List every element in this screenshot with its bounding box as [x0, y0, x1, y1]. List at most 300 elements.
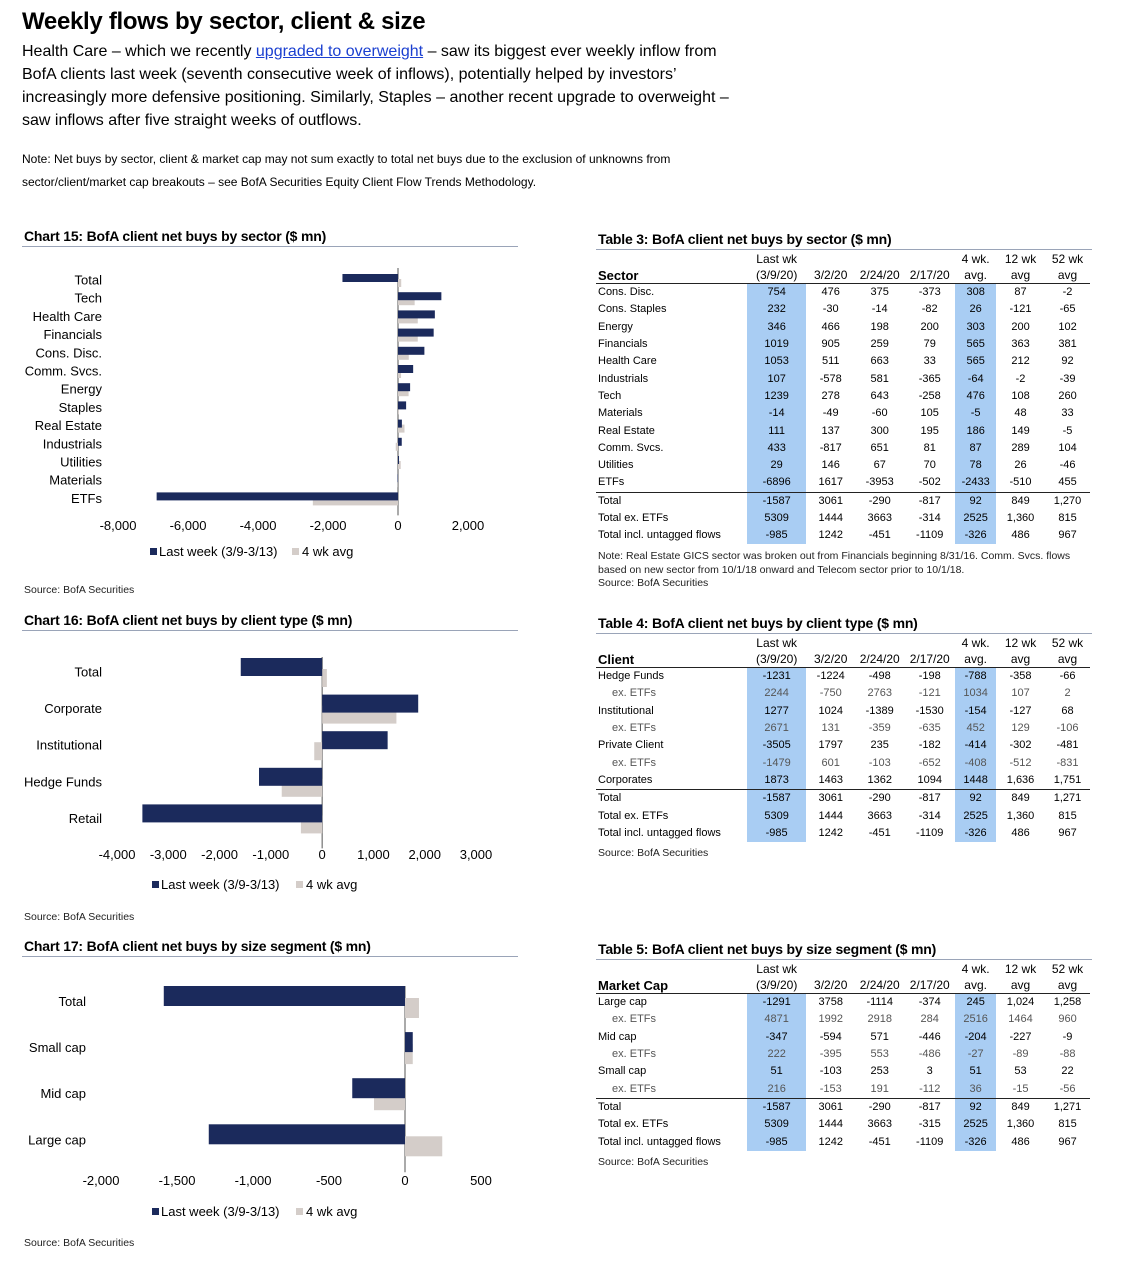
table-cell: 260: [1058, 389, 1077, 402]
table-cell: 51: [955, 1063, 996, 1080]
table-cell: -486: [918, 1048, 941, 1061]
table-cell: -2: [1015, 372, 1026, 385]
table-cell: -451: [868, 1135, 891, 1148]
table-cell: -106: [1056, 722, 1079, 735]
table-cell: -227: [1009, 1030, 1032, 1043]
table-cell: -498: [868, 670, 891, 683]
table5-title: Table 5: BofA client net buys by size segment ($ mn): [598, 941, 937, 957]
tick-label: -2,000: [201, 847, 239, 862]
table-row: [596, 668, 1090, 686]
row-label: Real Estate: [598, 424, 655, 437]
table-row: [596, 994, 1090, 1012]
table-cell: 36: [955, 1080, 996, 1098]
table-cell: 476: [821, 286, 840, 299]
table-cell: 2/24/20: [855, 651, 904, 668]
table-cell: 455: [1058, 476, 1077, 489]
table-cell: -451: [868, 826, 891, 839]
table-cell: -594: [819, 1030, 842, 1043]
table-cell: -46: [1059, 459, 1076, 472]
column-header: [904, 635, 955, 651]
table-cell: 1,751: [1053, 773, 1082, 786]
row-label: Tech: [598, 389, 622, 402]
table-cell: 253: [870, 1065, 889, 1078]
tick-label: 0: [318, 847, 326, 862]
table-cell: 1444: [818, 512, 843, 524]
row-label: Market Cap: [596, 977, 747, 994]
row-label: ex. ETFs: [612, 1082, 657, 1095]
row-label: Small cap: [598, 1065, 647, 1078]
table-row: [596, 440, 1090, 457]
table-cell: 486: [1011, 826, 1030, 839]
table-cell: -64: [955, 370, 996, 387]
table-cell: -374: [918, 996, 941, 1009]
table4-source: Source: BofA Securities: [598, 847, 709, 859]
table-cell: 849: [996, 790, 1045, 808]
table-cell: avg: [1045, 267, 1090, 284]
row-label: Mid cap: [598, 1030, 637, 1043]
table-cell: 1277: [747, 703, 806, 720]
table-cell: 289: [1011, 441, 1030, 454]
table-total-row: [596, 790, 1090, 808]
table-cell: -314: [918, 512, 941, 524]
table-cell: 22: [1061, 1065, 1074, 1078]
table-cell: -14: [871, 303, 888, 316]
column-header: 4 wk.: [961, 252, 990, 266]
legend-label-4wk-avg: 4 wk avg: [306, 1204, 358, 1219]
bar-last-week: [405, 1032, 413, 1052]
table4: [596, 635, 1090, 842]
table-cell: 108: [1011, 389, 1030, 402]
table-cell: 198: [870, 320, 889, 333]
table-cell: -204: [955, 1029, 996, 1046]
table-cell: 1,360: [1006, 809, 1035, 822]
table-cell: 815: [1058, 512, 1077, 524]
table-cell: 2763: [867, 687, 892, 700]
table-cell: 581: [870, 372, 889, 385]
category-label: Total: [74, 272, 102, 288]
table-cell: 849: [996, 1098, 1045, 1116]
table-cell: 26: [955, 301, 996, 318]
table-cell: avg: [1045, 651, 1090, 668]
table-cell: -414: [955, 737, 996, 754]
table-cell: 571: [870, 1030, 889, 1043]
table-cell: 222: [747, 1046, 806, 1063]
table-cell: 905: [821, 338, 840, 351]
column-header: [806, 251, 855, 267]
tick-label: -6,000: [169, 518, 207, 533]
table-cell: 191: [870, 1082, 889, 1095]
tick-label: -4,000: [98, 847, 136, 862]
table-cell: 1,360: [1006, 512, 1035, 524]
table-row: [596, 1029, 1090, 1046]
table-cell: 107: [747, 370, 806, 387]
table-cell: 1463: [818, 773, 843, 786]
table-cell: -1530: [915, 704, 944, 717]
table-row: [596, 1063, 1090, 1080]
table-row: [596, 370, 1090, 387]
table-cell: -302: [1009, 739, 1032, 752]
table-cell: -27: [955, 1046, 996, 1063]
table-cell: -14: [747, 405, 806, 422]
table-cell: 1444: [818, 1118, 843, 1131]
table-cell: 278: [821, 389, 840, 402]
table-cell: -326: [955, 825, 996, 842]
table-cell: -103: [868, 756, 891, 769]
table-cell: 259: [870, 338, 889, 351]
table-cell: 754: [747, 284, 806, 302]
tick-label: 1,000: [357, 847, 390, 862]
table-cell: 245: [955, 994, 996, 1012]
table-cell: -2433: [955, 474, 996, 492]
bar-4wk-avg: [405, 1136, 442, 1156]
table-cell: 111: [747, 422, 806, 439]
table-cell: -198: [918, 670, 941, 683]
table-cell: -326: [955, 527, 996, 544]
category-label: Comm. Svcs.: [24, 363, 102, 379]
table-total-row: [596, 527, 1090, 544]
table-cell: 452: [955, 720, 996, 737]
table-cell: -652: [918, 756, 941, 769]
bar-last-week: [209, 1124, 405, 1144]
table-cell: 33: [1061, 407, 1074, 420]
table-cell: -635: [918, 722, 941, 735]
table-cell: -1389: [865, 704, 894, 717]
table-cell: -1587: [747, 790, 806, 808]
table-cell: -88: [1059, 1048, 1076, 1061]
table5-source: Source: BofA Securities: [598, 1156, 709, 1168]
table-cell: -49: [822, 407, 839, 420]
table-cell: -6896: [747, 474, 806, 492]
chart17-title: Chart 17: BofA client net buys by size segment ($ mn): [24, 938, 371, 954]
table-cell: 2/24/20: [855, 267, 904, 284]
table4-rule: [596, 633, 1092, 634]
table-cell: -66: [1059, 670, 1076, 683]
table-cell: 1448: [955, 772, 996, 790]
category-label: Total: [58, 994, 86, 1009]
table5: [596, 961, 1090, 1151]
chart15-title: Chart 15: BofA client net buys by sector ($ mn): [24, 228, 327, 244]
table-cell: 284: [920, 1013, 939, 1026]
row-label: Total: [596, 492, 747, 510]
table-cell: -65: [1059, 303, 1076, 316]
legend-label-last-week: Last week (3/9-3/13): [159, 544, 278, 559]
table-cell: (3/9/20): [747, 267, 806, 284]
table-cell: 433: [747, 440, 806, 457]
table-cell: -817: [904, 790, 955, 808]
table-cell: 2525: [955, 1116, 996, 1133]
table-cell: -3505: [747, 737, 806, 754]
table-cell: 146: [821, 459, 840, 472]
category-label: Industrials: [42, 436, 102, 452]
table-row: [596, 1011, 1090, 1028]
table-cell: -82: [921, 303, 938, 316]
column-header: [855, 251, 904, 267]
row-label: Total ex. ETFs: [598, 809, 669, 822]
row-label: Cons. Staples: [598, 303, 667, 316]
table-cell: 92: [955, 1098, 996, 1116]
intro-text-before: Health Care – which we recently: [22, 43, 256, 60]
chart16-source: Source: BofA Securities: [24, 911, 135, 923]
table-cell: -182: [918, 739, 941, 752]
table-cell: 92: [1061, 355, 1074, 368]
table-cell: 1094: [917, 773, 942, 786]
table-cell: 92: [955, 790, 996, 808]
table-cell: -326: [955, 1133, 996, 1150]
table-cell: avg.: [955, 267, 996, 284]
table-cell: 2/24/20: [855, 977, 904, 994]
tick-label: 500: [470, 1173, 492, 1188]
row-label: Industrials: [598, 372, 649, 385]
table-cell: 53: [1014, 1065, 1027, 1078]
table-cell: -2: [1062, 286, 1073, 299]
intro-text-after: – saw its biggest ever weekly inflow from BofA clients last week (seventh consecutive week of inflows), potentially helped by investors’ increasingly more defensive positioning. Similarly, Staples – another recent upgrade to overweight – saw inflows after five straight weeks of outflows.: [22, 43, 729, 129]
upgraded-link[interactable]: upgraded to overweight: [255, 43, 424, 60]
table-cell: 1,360: [1006, 1118, 1035, 1131]
table-cell: -258: [918, 389, 941, 402]
chart17-source: Source: BofA Securities: [24, 1237, 135, 1249]
table-cell: -510: [1009, 476, 1032, 489]
table-cell: 1464: [1008, 1013, 1033, 1026]
table-row: [596, 685, 1090, 702]
table-cell: -817: [904, 492, 955, 510]
category-label: Health Care: [32, 308, 102, 324]
table-row: [596, 301, 1090, 318]
legend-swatch-last-week: [152, 1208, 159, 1215]
table-cell: -121: [918, 687, 941, 700]
table-cell: 303: [955, 319, 996, 336]
table-total-row: [596, 1116, 1090, 1133]
table-header-top: [596, 961, 1090, 977]
table-cell: 129: [1011, 722, 1030, 735]
table-cell: 2/17/20: [904, 977, 955, 994]
table-cell: 1034: [955, 685, 996, 702]
table-cell: -1231: [747, 668, 806, 686]
table-cell: -112: [919, 1082, 941, 1095]
row-label: Total: [596, 790, 747, 808]
table-cell: -985: [747, 825, 806, 842]
table-cell: 2/17/20: [904, 651, 955, 668]
tick-label: -500: [315, 1173, 343, 1188]
table-cell: 29: [747, 457, 806, 474]
table-cell: 967: [1058, 826, 1077, 839]
column-header: [855, 961, 904, 977]
column-header: [904, 251, 955, 267]
table-total-row: [596, 1098, 1090, 1116]
table-row: [596, 353, 1090, 370]
category-label: Utilities: [60, 454, 102, 470]
table3: [596, 251, 1090, 544]
table-row: [596, 754, 1090, 771]
category-label: Cons. Disc.: [35, 345, 102, 361]
column-header: 12 wk: [1004, 636, 1037, 650]
table-cell: -1109: [916, 1135, 944, 1148]
table-cell: -481: [1056, 739, 1079, 752]
table-cell: 2/17/20: [904, 267, 955, 284]
table-cell: -1479: [747, 754, 806, 771]
table-row: [596, 474, 1090, 492]
table-cell: 4871: [747, 1011, 806, 1028]
table3-rule: [596, 249, 1092, 250]
table-cell: 1617: [818, 476, 843, 489]
table-row: [596, 737, 1090, 754]
tick-label: 2,000: [451, 518, 485, 533]
table-cell: 486: [1011, 1135, 1030, 1148]
table-cell: -1587: [747, 492, 806, 510]
table-cell: -5: [955, 405, 996, 422]
column-header: [806, 961, 855, 977]
table-total-row: [596, 1133, 1090, 1150]
table-cell: 92: [955, 492, 996, 510]
table-cell: -56: [1059, 1082, 1076, 1095]
tick-label: -1,500: [158, 1173, 196, 1188]
table-cell: 78: [955, 457, 996, 474]
chart16-title: Chart 16: BofA client net buys by client type ($ mn): [24, 612, 353, 628]
table-cell: 102: [1058, 320, 1077, 333]
table-row: [596, 1080, 1090, 1098]
table-cell: 3663: [867, 512, 892, 524]
table-cell: -985: [747, 1133, 806, 1150]
table-cell: 70: [923, 459, 936, 472]
table-cell: 1,271: [1045, 790, 1090, 808]
table-cell: -451: [868, 529, 891, 542]
column-header: 52 wk: [1051, 962, 1084, 976]
table-cell: 643: [870, 389, 889, 402]
row-label: Total ex. ETFs: [598, 512, 669, 524]
chart15-source: Source: BofA Securities: [24, 584, 135, 596]
table-cell: 104: [1058, 441, 1077, 454]
table-cell: -831: [1056, 756, 1079, 769]
table-cell: -1114: [866, 996, 893, 1009]
table-header: [596, 977, 1090, 994]
category-label: Retail: [68, 810, 102, 826]
table-row: [596, 1046, 1090, 1063]
table-cell: 3/2/20: [806, 651, 855, 668]
table-cell: 1019: [747, 336, 806, 353]
legend-label-4wk-avg: 4 wk avg: [306, 877, 358, 892]
methodology-note: Note: Net buys by sector, client & market cap may not sum exactly to total net buys due to the exclusion of unknowns from sector/client/market cap breakouts – see BofA Securities Equity Client Flow Trends Methodology.: [22, 152, 671, 189]
table-cell: 511: [821, 355, 840, 368]
table5-rule: [596, 959, 1092, 960]
table-cell: 1,271: [1045, 1098, 1090, 1116]
category-label: Institutional: [36, 737, 102, 753]
table-cell: 5309: [747, 510, 806, 527]
table-cell: 363: [1011, 338, 1030, 351]
category-label: Materials: [49, 472, 102, 488]
bar-last-week: [164, 986, 405, 1006]
table-cell: 1024: [818, 704, 843, 717]
column-header: Last wk: [756, 962, 797, 976]
row-label: Total ex. ETFs: [598, 1118, 669, 1131]
row-label: Comm. Svcs.: [598, 441, 664, 454]
table-cell: 3/2/20: [806, 267, 855, 284]
table-cell: 565: [955, 336, 996, 353]
table-cell: 565: [955, 353, 996, 370]
tick-label: 2,000: [408, 847, 441, 862]
table-cell: 967: [1058, 529, 1077, 542]
table-row: [596, 405, 1090, 422]
tick-label: 0: [401, 1173, 409, 1188]
row-label: ex. ETFs: [612, 1013, 657, 1026]
table-cell: 87: [1014, 286, 1027, 299]
table-cell: 195: [920, 424, 939, 437]
table-cell: 960: [1058, 1013, 1077, 1026]
table-cell: -314: [918, 809, 941, 822]
table-cell: -9: [1062, 1030, 1073, 1043]
row-label: Hedge Funds: [598, 670, 665, 683]
table-cell: 1,270: [1045, 492, 1090, 510]
row-label: Cons. Disc.: [598, 286, 655, 299]
table-cell: 1444: [818, 809, 843, 822]
column-header: Last wk: [756, 252, 797, 266]
table-cell: 212: [1011, 355, 1030, 368]
table-cell: -1224: [816, 670, 845, 683]
table-cell: avg: [996, 977, 1045, 994]
row-label: Energy: [598, 320, 633, 333]
table-cell: 131: [821, 722, 840, 735]
table-cell: -1587: [747, 1098, 806, 1116]
table-cell: 235: [870, 739, 889, 752]
table-cell: 466: [821, 320, 840, 333]
table-cell: -359: [868, 722, 891, 735]
table-row: [596, 422, 1090, 439]
tick-label: -2,000: [82, 1173, 120, 1188]
table-cell: 1992: [818, 1013, 843, 1026]
table-header: [596, 267, 1090, 284]
table-cell: 1,258: [1053, 996, 1082, 1009]
row-label: ex. ETFs: [612, 722, 657, 735]
table-cell: 216: [747, 1080, 806, 1098]
table-cell: 81: [923, 441, 936, 454]
table-cell: -1109: [916, 826, 944, 839]
table-cell: 1242: [818, 1135, 843, 1148]
table-cell: (3/9/20): [747, 977, 806, 994]
table-cell: -3953: [865, 476, 894, 489]
row-label: ex. ETFs: [612, 756, 657, 769]
category-label: Energy: [60, 381, 102, 397]
table-cell: 3: [926, 1065, 933, 1078]
category-label: Total: [74, 664, 102, 680]
row-label: ETFs: [598, 476, 625, 489]
chart17-svg: [0, 0, 560, 1280]
table-cell: avg: [1045, 977, 1090, 994]
table-cell: -153: [819, 1082, 842, 1095]
table4-title: Table 4: BofA client net buys by client type ($ mn): [598, 615, 918, 631]
table-cell: -1291: [747, 994, 806, 1012]
table-cell: 375: [870, 286, 889, 299]
table3-title: Table 3: BofA client net buys by sector ($ mn): [598, 231, 892, 247]
table-cell: -373: [918, 286, 941, 299]
column-header: [596, 961, 747, 977]
column-header: [855, 635, 904, 651]
table-cell: 486: [1011, 529, 1030, 542]
column-header: 52 wk: [1051, 636, 1084, 650]
legend-label-last-week: Last week (3/9-3/13): [161, 1204, 280, 1219]
table-cell: 2525: [955, 807, 996, 824]
column-header: 52 wk: [1051, 252, 1084, 266]
table-cell: 553: [870, 1048, 889, 1061]
table-cell: 1,024: [1006, 996, 1035, 1009]
table-row: [596, 284, 1090, 302]
table-cell: -750: [819, 687, 842, 700]
tick-label: -1,000: [234, 1173, 272, 1188]
category-label: Hedge Funds: [23, 774, 102, 790]
table-cell: 68: [1061, 704, 1074, 717]
column-header: 12 wk: [1004, 962, 1037, 976]
category-label: Mid cap: [40, 1086, 86, 1102]
tick-label: -1,000: [252, 847, 290, 862]
category-label: Real Estate: [34, 418, 102, 434]
legend-label-4wk-avg: 4 wk avg: [302, 544, 354, 559]
